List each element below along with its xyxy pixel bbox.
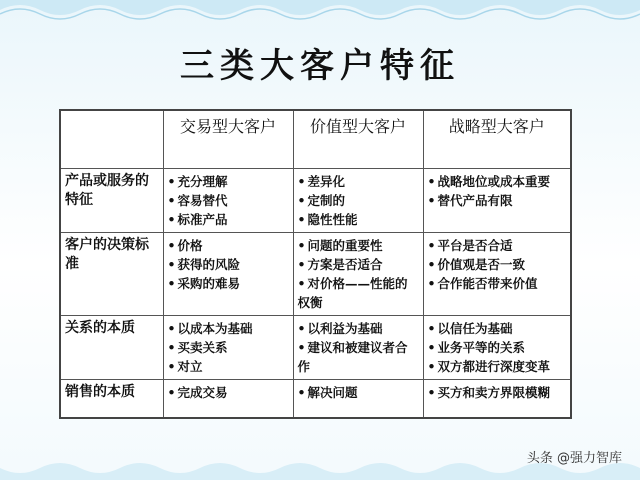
bullet-text: 以利益为基础 bbox=[307, 321, 383, 336]
bullet-dot: • bbox=[167, 340, 176, 355]
table-cell bbox=[423, 169, 571, 233]
bullet-text: 价格 bbox=[177, 238, 203, 253]
table-cell bbox=[163, 316, 293, 380]
bullet-text: 建议和被建议者合作 bbox=[297, 340, 408, 374]
bullet-text: 业务平等的关系 bbox=[437, 340, 526, 355]
bullet-text: 容易替代 bbox=[177, 193, 228, 208]
table-cell bbox=[423, 380, 571, 418]
bullet-item bbox=[428, 274, 567, 293]
bullet-dot: • bbox=[167, 321, 176, 336]
bullet-text: 对立 bbox=[177, 359, 203, 374]
bullet-item bbox=[428, 255, 567, 274]
slide-title: 三类大客户特征 bbox=[180, 46, 460, 86]
bullet-dot: • bbox=[167, 193, 176, 208]
bullet-text: 定制的 bbox=[307, 193, 346, 208]
bullet-dot: • bbox=[427, 238, 436, 253]
bullet-text: 方案是否适合 bbox=[307, 257, 383, 272]
bullet-dot: • bbox=[167, 174, 176, 189]
bullet-item bbox=[298, 236, 419, 255]
row-label: 客户的决策标准 bbox=[60, 233, 163, 316]
table-cell bbox=[293, 233, 423, 316]
bullet-item bbox=[298, 255, 419, 274]
header-transactional: 交易型大客户 bbox=[163, 110, 293, 169]
bullet-item bbox=[428, 383, 567, 402]
bullet-dot: • bbox=[427, 276, 436, 291]
bullet-text: 买方和卖方界限模糊 bbox=[437, 385, 551, 400]
table-cell bbox=[423, 233, 571, 316]
bullet-item bbox=[428, 319, 567, 338]
bullet-text: 解决问题 bbox=[307, 385, 358, 400]
table-cell bbox=[163, 169, 293, 233]
bullet-item bbox=[428, 172, 567, 191]
bullet-dot: • bbox=[297, 238, 306, 253]
bullet-text: 标准产品 bbox=[177, 212, 228, 227]
bullet-dot: • bbox=[167, 276, 176, 291]
bullet-dot: • bbox=[167, 359, 176, 374]
bullet-dot: • bbox=[427, 193, 436, 208]
bullet-dot: • bbox=[167, 257, 176, 272]
bullet-dot: • bbox=[297, 321, 306, 336]
bullet-item bbox=[168, 191, 289, 210]
bullet-text: 差异化 bbox=[307, 174, 346, 189]
bullet-dot: • bbox=[167, 212, 176, 227]
table-body bbox=[60, 169, 571, 418]
header-strategic: 战略型大客户 bbox=[423, 110, 571, 169]
table-cell bbox=[293, 316, 423, 380]
bullet-text: 战略地位或成本重要 bbox=[437, 174, 551, 189]
bullet-item bbox=[168, 274, 289, 293]
bullet-item bbox=[168, 319, 289, 338]
bullet-text: 隐性性能 bbox=[307, 212, 358, 227]
bullet-item bbox=[298, 383, 419, 402]
table-cell bbox=[293, 380, 423, 418]
bullet-item bbox=[168, 357, 289, 376]
table-cell bbox=[293, 169, 423, 233]
bullet-dot: • bbox=[297, 193, 306, 208]
bullet-dot: • bbox=[297, 276, 306, 291]
bullet-text: 获得的风险 bbox=[177, 257, 241, 272]
bullet-dot: • bbox=[427, 385, 436, 400]
header-empty bbox=[60, 110, 163, 169]
bullet-item bbox=[428, 338, 567, 357]
table-cell bbox=[163, 380, 293, 418]
bullet-text: 平台是否合适 bbox=[437, 238, 513, 253]
top-wave-decoration bbox=[0, 0, 640, 22]
bullet-dot: • bbox=[427, 257, 436, 272]
table-row bbox=[60, 316, 571, 380]
bullet-item bbox=[298, 338, 419, 376]
bullet-dot: • bbox=[427, 340, 436, 355]
bullet-text: 对价格——性能的权衡 bbox=[297, 276, 408, 310]
header-value: 价值型大客户 bbox=[293, 110, 423, 169]
bullet-item bbox=[298, 172, 419, 191]
table-cell bbox=[423, 316, 571, 380]
characteristics-table bbox=[59, 109, 572, 419]
bullet-text: 价值观是否一致 bbox=[437, 257, 526, 272]
bullet-text: 以信任为基础 bbox=[437, 321, 513, 336]
bullet-item bbox=[428, 236, 567, 255]
bullet-dot: • bbox=[297, 257, 306, 272]
bullet-item bbox=[168, 236, 289, 255]
bullet-item bbox=[168, 172, 289, 191]
bullet-item bbox=[298, 210, 419, 229]
bullet-item bbox=[168, 210, 289, 229]
bullet-dot: • bbox=[297, 212, 306, 227]
bullet-dot: • bbox=[297, 385, 306, 400]
bullet-text: 合作能否带来价值 bbox=[437, 276, 538, 291]
row-label: 产品或服务的特征 bbox=[60, 169, 163, 233]
bullet-dot: • bbox=[427, 321, 436, 336]
bullet-dot: • bbox=[427, 174, 436, 189]
bullet-text: 买卖关系 bbox=[177, 340, 228, 355]
bullet-text: 双方都进行深度变革 bbox=[437, 359, 551, 374]
table-row bbox=[60, 233, 571, 316]
bullet-text: 问题的重要性 bbox=[307, 238, 383, 253]
bullet-dot: • bbox=[167, 385, 176, 400]
bullet-item bbox=[298, 319, 419, 338]
bullet-item bbox=[428, 357, 567, 376]
row-label: 销售的本质 bbox=[60, 380, 163, 418]
bullet-item bbox=[428, 191, 567, 210]
bullet-item bbox=[168, 338, 289, 357]
bullet-text: 以成本为基础 bbox=[177, 321, 253, 336]
bullet-text: 充分理解 bbox=[177, 174, 228, 189]
bullet-item bbox=[298, 274, 419, 312]
bullet-dot: • bbox=[297, 340, 306, 355]
bullet-item bbox=[298, 191, 419, 210]
bullet-item bbox=[168, 383, 289, 402]
bullet-dot: • bbox=[297, 174, 306, 189]
table-row bbox=[60, 380, 571, 418]
table-header-row bbox=[60, 110, 571, 169]
bullet-text: 替代产品有限 bbox=[437, 193, 513, 208]
bullet-item bbox=[168, 255, 289, 274]
bullet-text: 采购的难易 bbox=[177, 276, 241, 291]
bullet-dot: • bbox=[427, 359, 436, 374]
watermark-footer: 头条 @强力智库 bbox=[526, 451, 622, 466]
bullet-text: 完成交易 bbox=[177, 385, 228, 400]
bullet-dot: • bbox=[167, 238, 176, 253]
row-label: 关系的本质 bbox=[60, 316, 163, 380]
table-row bbox=[60, 169, 571, 233]
table-cell bbox=[163, 233, 293, 316]
